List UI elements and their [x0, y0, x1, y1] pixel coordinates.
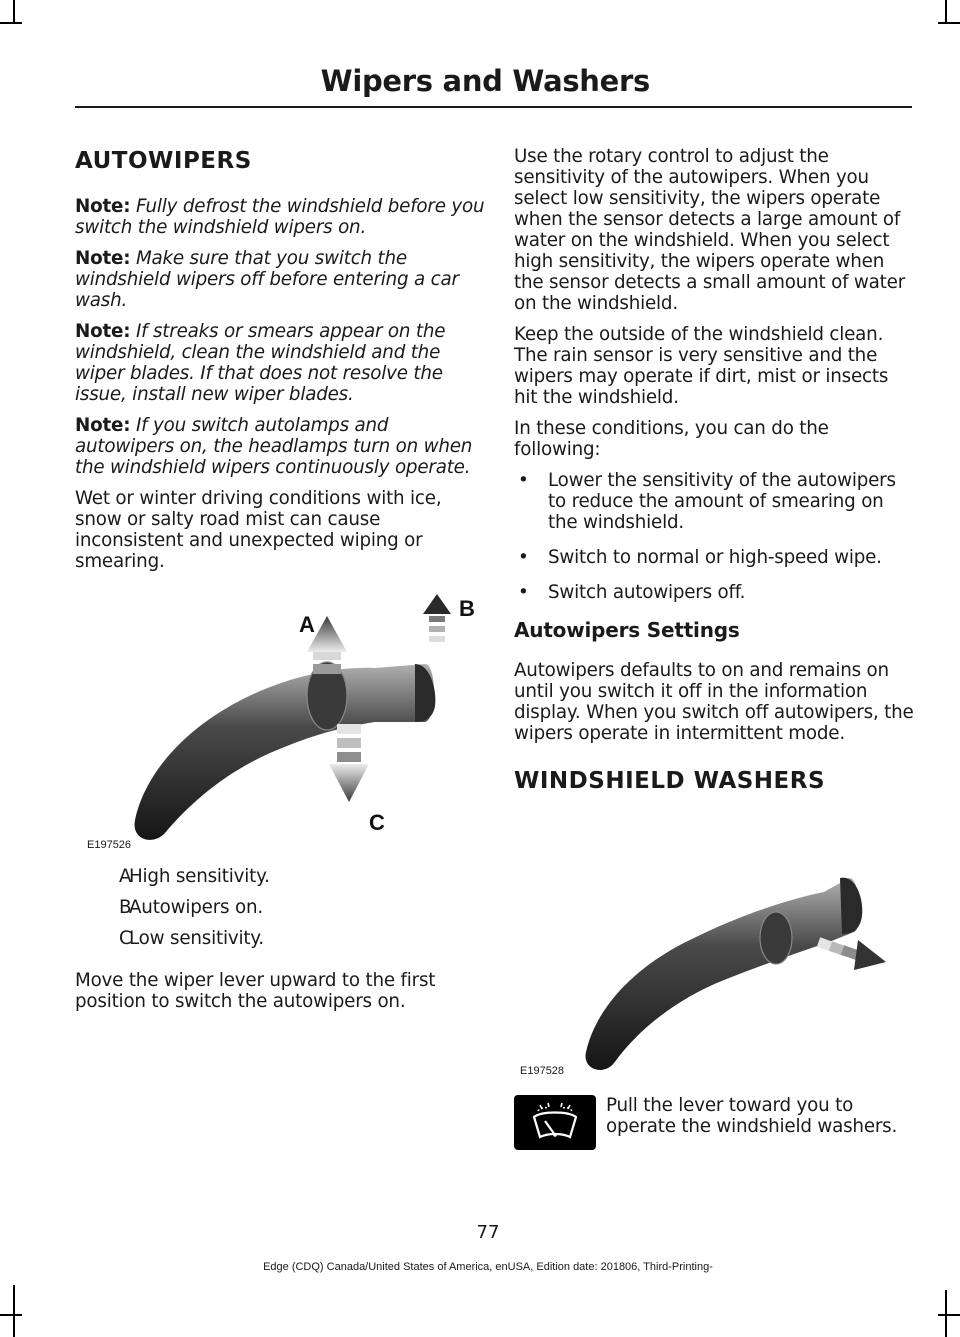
arrow-b-segment [429, 636, 445, 642]
intro-paragraph: Wet or winter driving conditions with ice, snow or salty road mist can cause inconsistent and unexpected wiping or smearing. [75, 488, 442, 572]
right-column [514, 146, 914, 816]
list-item: • Lower the sensitivity of the autowipers to reduce the amount of smearing on the windshield. [514, 470, 914, 533]
wiper-lever-illustration [75, 588, 490, 856]
note-defrost [75, 196, 490, 238]
note-label: Note: [75, 248, 131, 269]
page-number: 77 [476, 1222, 500, 1243]
label-a: A [299, 612, 315, 637]
closing-paragraph: Move the wiper lever upward to the first position to switch the autowipers on. [75, 970, 436, 1012]
washer-arrow-head [854, 940, 886, 970]
legend-row [75, 897, 490, 918]
arrow-c-segment [337, 738, 361, 748]
autowipers-heading: AUTOWIPERS [75, 148, 252, 174]
windshield-washers-heading: WINDSHIELD WASHERS [514, 768, 826, 794]
left-column [75, 146, 490, 582]
legend-row [75, 866, 490, 887]
note-label: Note: [75, 196, 131, 217]
crop-mark [0, 1314, 22, 1316]
washer-instruction [514, 1095, 914, 1155]
note-label: Note: [75, 415, 131, 436]
keep-clean-paragraph: Keep the outside of the windshield clean. The rain sensor is very sensitive and the wipers may operate if dirt, mist or insects hit the windshield. [514, 324, 889, 408]
conditions-list [514, 470, 914, 603]
figure-legend [75, 866, 490, 949]
page-header [75, 60, 912, 108]
legend-row [75, 928, 490, 949]
arrow-c-head [329, 764, 369, 802]
note-text: If you switch autolamps and autowipers on, the headlamps turn on when the windshield wipers continuously operate. [75, 415, 473, 478]
legend-text: Low sensitivity. [129, 928, 264, 949]
legend-text: High sensitivity. [129, 866, 270, 887]
label-b: B [459, 596, 475, 621]
arrow-a-segment [313, 664, 341, 674]
arrow-c-segment [337, 752, 361, 762]
washer-lever-illustration [514, 838, 912, 1080]
lever-body [135, 664, 434, 840]
note-autolamps [75, 415, 490, 478]
conditions-paragraph: In these conditions, you can do the following: [514, 418, 829, 460]
settings-paragraph: Autowipers defaults to on and remains on until you switch it off in the information display. When you switch off autowipers, the wipers operate in intermittent mode. [514, 660, 914, 744]
wiper-lever-figure [75, 588, 490, 856]
washer-lever-figure [514, 838, 912, 1080]
label-c: C [369, 810, 385, 835]
crop-mark [938, 22, 960, 24]
crop-mark [938, 1314, 960, 1316]
legend-key: B [119, 897, 132, 918]
note-text: Make sure that you switch the windshield wipers off before entering a car wash. [75, 248, 459, 311]
legend-text: Autowipers on. [129, 897, 263, 918]
figure-code: E197528 [520, 1065, 565, 1077]
arrow-b-head [423, 594, 451, 614]
crop-mark [945, 0, 947, 22]
crop-mark [0, 22, 22, 24]
note-text: If streaks or smears appear on the windshield, clean the windshield and the wiper blades. If that does not resolve the issue, install new wiper blades. [75, 321, 446, 405]
legend-key: A [119, 866, 132, 887]
windshield-washer-glyph [514, 1095, 596, 1150]
legend-key: C [119, 928, 132, 949]
autowipers-settings-heading: Autowipers Settings [514, 618, 740, 642]
footer-text: Edge (CDQ) Canada/United States of America, enUSA, Edition date: 201806, Third-Printing- [263, 1261, 713, 1273]
arrow-b-segment [429, 626, 445, 632]
note-car-wash [75, 248, 490, 311]
figure-code: E197526 [87, 839, 132, 851]
lever-end-cap [840, 878, 862, 934]
list-item: • Switch to normal or high-speed wipe. [514, 547, 914, 568]
crop-mark [13, 1285, 15, 1337]
note-text: Fully defrost the windshield before you switch the windshield wipers on. [75, 196, 485, 238]
sensitivity-paragraph: Use the rotary control to adjust the sensitivity of the autowipers. When you select low sensitivity, the wipers operate when the sensor detects a large amount of water on the windshield. When you select high sensitivity, the wipers operate when the sensor detects a small amount of water on the windshield. [514, 146, 906, 314]
windshield-washer-icon [514, 1095, 596, 1150]
note-label: Note: [75, 321, 131, 342]
list-item: • Switch autowipers off. [514, 582, 914, 603]
rotary-control [760, 912, 792, 964]
lever-body [586, 878, 860, 1070]
crop-mark [13, 0, 15, 22]
lever-end-cap [415, 664, 435, 722]
note-streaks [75, 321, 490, 405]
legend-block [75, 866, 490, 1022]
section-title: Wipers and Washers [320, 64, 650, 98]
arrow-b-segment [429, 616, 445, 622]
arrow-c-segment [337, 724, 361, 734]
washer-text: Pull the lever toward you to operate the windshield washers. [606, 1095, 898, 1137]
